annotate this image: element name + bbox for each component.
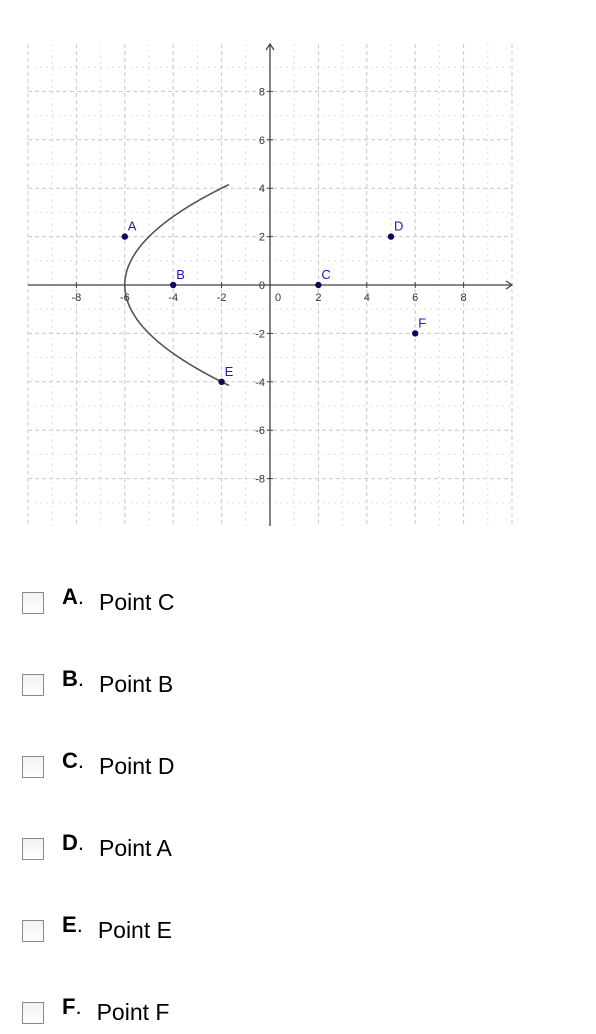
choice-letter: B	[62, 666, 78, 691]
choice-text: Point B	[99, 670, 174, 697]
point-label-c: C	[321, 267, 331, 282]
choice-letter: F	[62, 994, 76, 1019]
y-tick-label: -8	[255, 473, 265, 486]
point-d	[388, 233, 394, 239]
point-a	[122, 233, 128, 239]
choice-text: Point F	[96, 998, 170, 1025]
y-tick-label: -2	[255, 328, 265, 341]
y-tick-label: 2	[258, 231, 265, 244]
x-tick-label: 0	[274, 292, 282, 304]
choice-text: Point D	[99, 752, 175, 779]
choice-text: Point E	[97, 916, 172, 943]
choice-e[interactable]: E . Point E	[22, 913, 172, 943]
y-tick-label: 6	[258, 134, 265, 147]
point-label-b: B	[176, 267, 185, 282]
checkbox[interactable]	[22, 1002, 44, 1024]
x-tick-label: -4	[168, 292, 179, 304]
x-tick-label: -6	[119, 292, 130, 304]
x-tick-label: -2	[216, 292, 227, 304]
point-f	[412, 330, 418, 336]
choice-text: Point C	[99, 588, 175, 615]
checkbox[interactable]	[22, 920, 44, 942]
choice-letter: A	[62, 584, 78, 609]
points	[119, 218, 427, 385]
choice-d[interactable]: D . Point A	[22, 831, 172, 861]
point-label-d: D	[394, 218, 404, 234]
y-tick-label: 4	[258, 183, 265, 196]
point-label-e: E	[224, 363, 234, 379]
checkbox[interactable]	[22, 756, 44, 778]
x-tick-label: -8	[71, 292, 82, 304]
checkbox[interactable]	[22, 674, 44, 696]
x-tick-label: 2	[315, 292, 322, 304]
x-tick-label: 6	[412, 292, 419, 304]
checkbox[interactable]	[22, 838, 44, 860]
choice-a[interactable]: A . Point C	[22, 585, 174, 615]
point-label-f: F	[418, 315, 427, 331]
x-tick-label: 8	[460, 292, 467, 304]
choice-c[interactable]: C . Point D	[22, 749, 174, 779]
y-tick-label: -6	[255, 425, 265, 438]
point-c	[315, 282, 321, 288]
checkbox[interactable]	[22, 592, 44, 614]
y-tick-label: -4	[255, 376, 265, 389]
choice-letter: D	[62, 830, 78, 855]
choice-letter: E	[62, 912, 77, 937]
choice-letter: C	[62, 748, 78, 773]
choice-b[interactable]: B . Point B	[22, 667, 173, 697]
point-b	[170, 282, 176, 288]
point-label-a: A	[127, 218, 137, 234]
choice-f[interactable]: F . Point F	[22, 995, 169, 1025]
y-tick-label: 0	[258, 280, 265, 292]
y-tick-label: 8	[258, 86, 265, 99]
point-e	[218, 379, 224, 385]
choice-text: Point A	[99, 834, 172, 861]
x-tick-label: 4	[363, 292, 370, 304]
